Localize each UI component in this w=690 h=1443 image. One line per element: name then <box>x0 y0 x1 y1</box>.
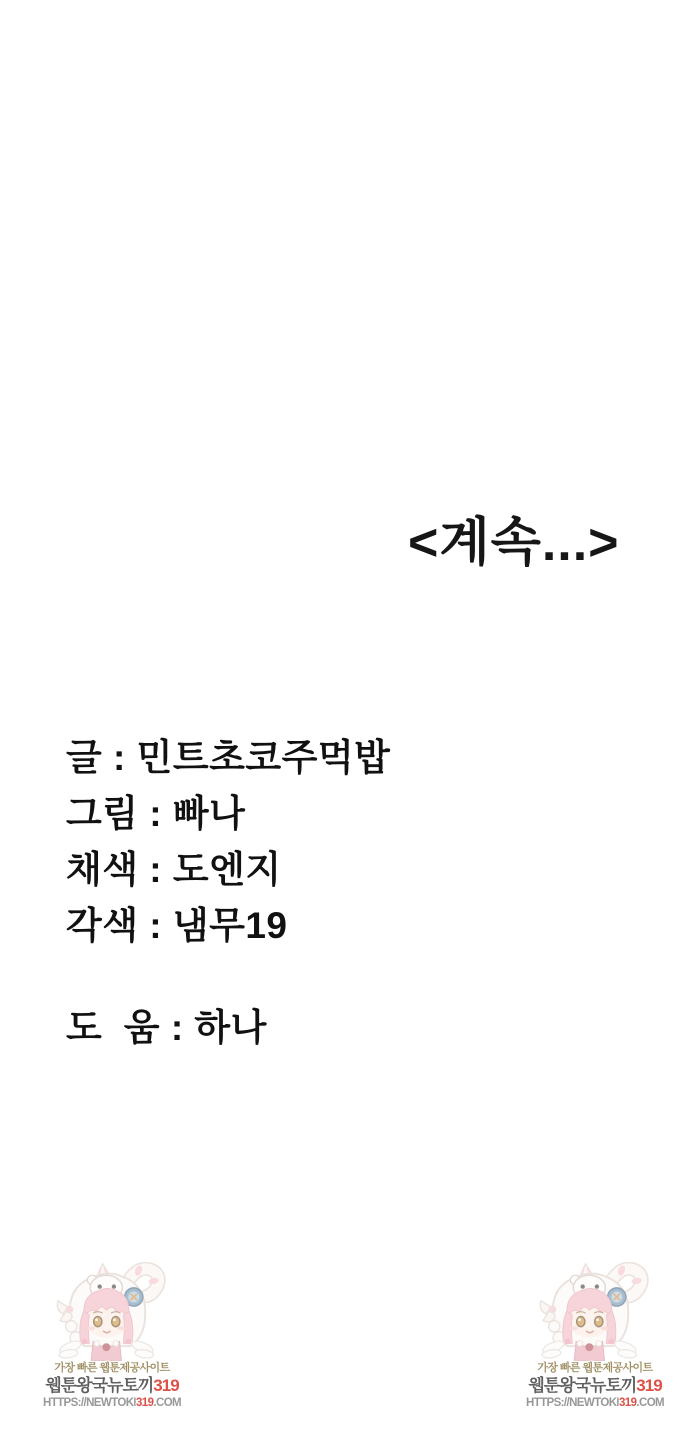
watermark-site-url: HTTPS://NEWTOKI319.COM <box>42 1397 182 1409</box>
bunny-hood-girl-mascot-icon <box>53 1262 171 1368</box>
watermark-site-name: 웹툰왕국뉴토끼319 <box>45 1376 179 1395</box>
credit-line-coloring: 채색 : 도엔지 <box>66 849 282 890</box>
watermark-site-name: 웹툰왕국뉴토끼319 <box>528 1376 662 1395</box>
site-watermark-right <box>520 1262 670 1410</box>
watermark-tagline: 가장 빠른 웹툰제공사이트 <box>54 1362 170 1374</box>
bunny-hood-girl-mascot-icon <box>536 1262 654 1368</box>
to-be-continued-text: <계속...> <box>408 514 620 572</box>
watermark-site-url: HTTPS://NEWTOKI319.COM <box>525 1397 665 1409</box>
credit-line-writer: 글 : 민트초코주먹밥 <box>66 737 391 778</box>
credit-line-adaptation: 각색 : 냄무19 <box>66 905 288 946</box>
credits-block <box>66 730 390 1056</box>
credit-line-help: 도 움 : 하나 <box>66 1007 267 1048</box>
watermark-tagline: 가장 빠른 웹툰제공사이트 <box>537 1362 653 1374</box>
site-watermark-left <box>37 1262 187 1410</box>
credit-line-art: 그림 : 빠나 <box>66 793 246 834</box>
